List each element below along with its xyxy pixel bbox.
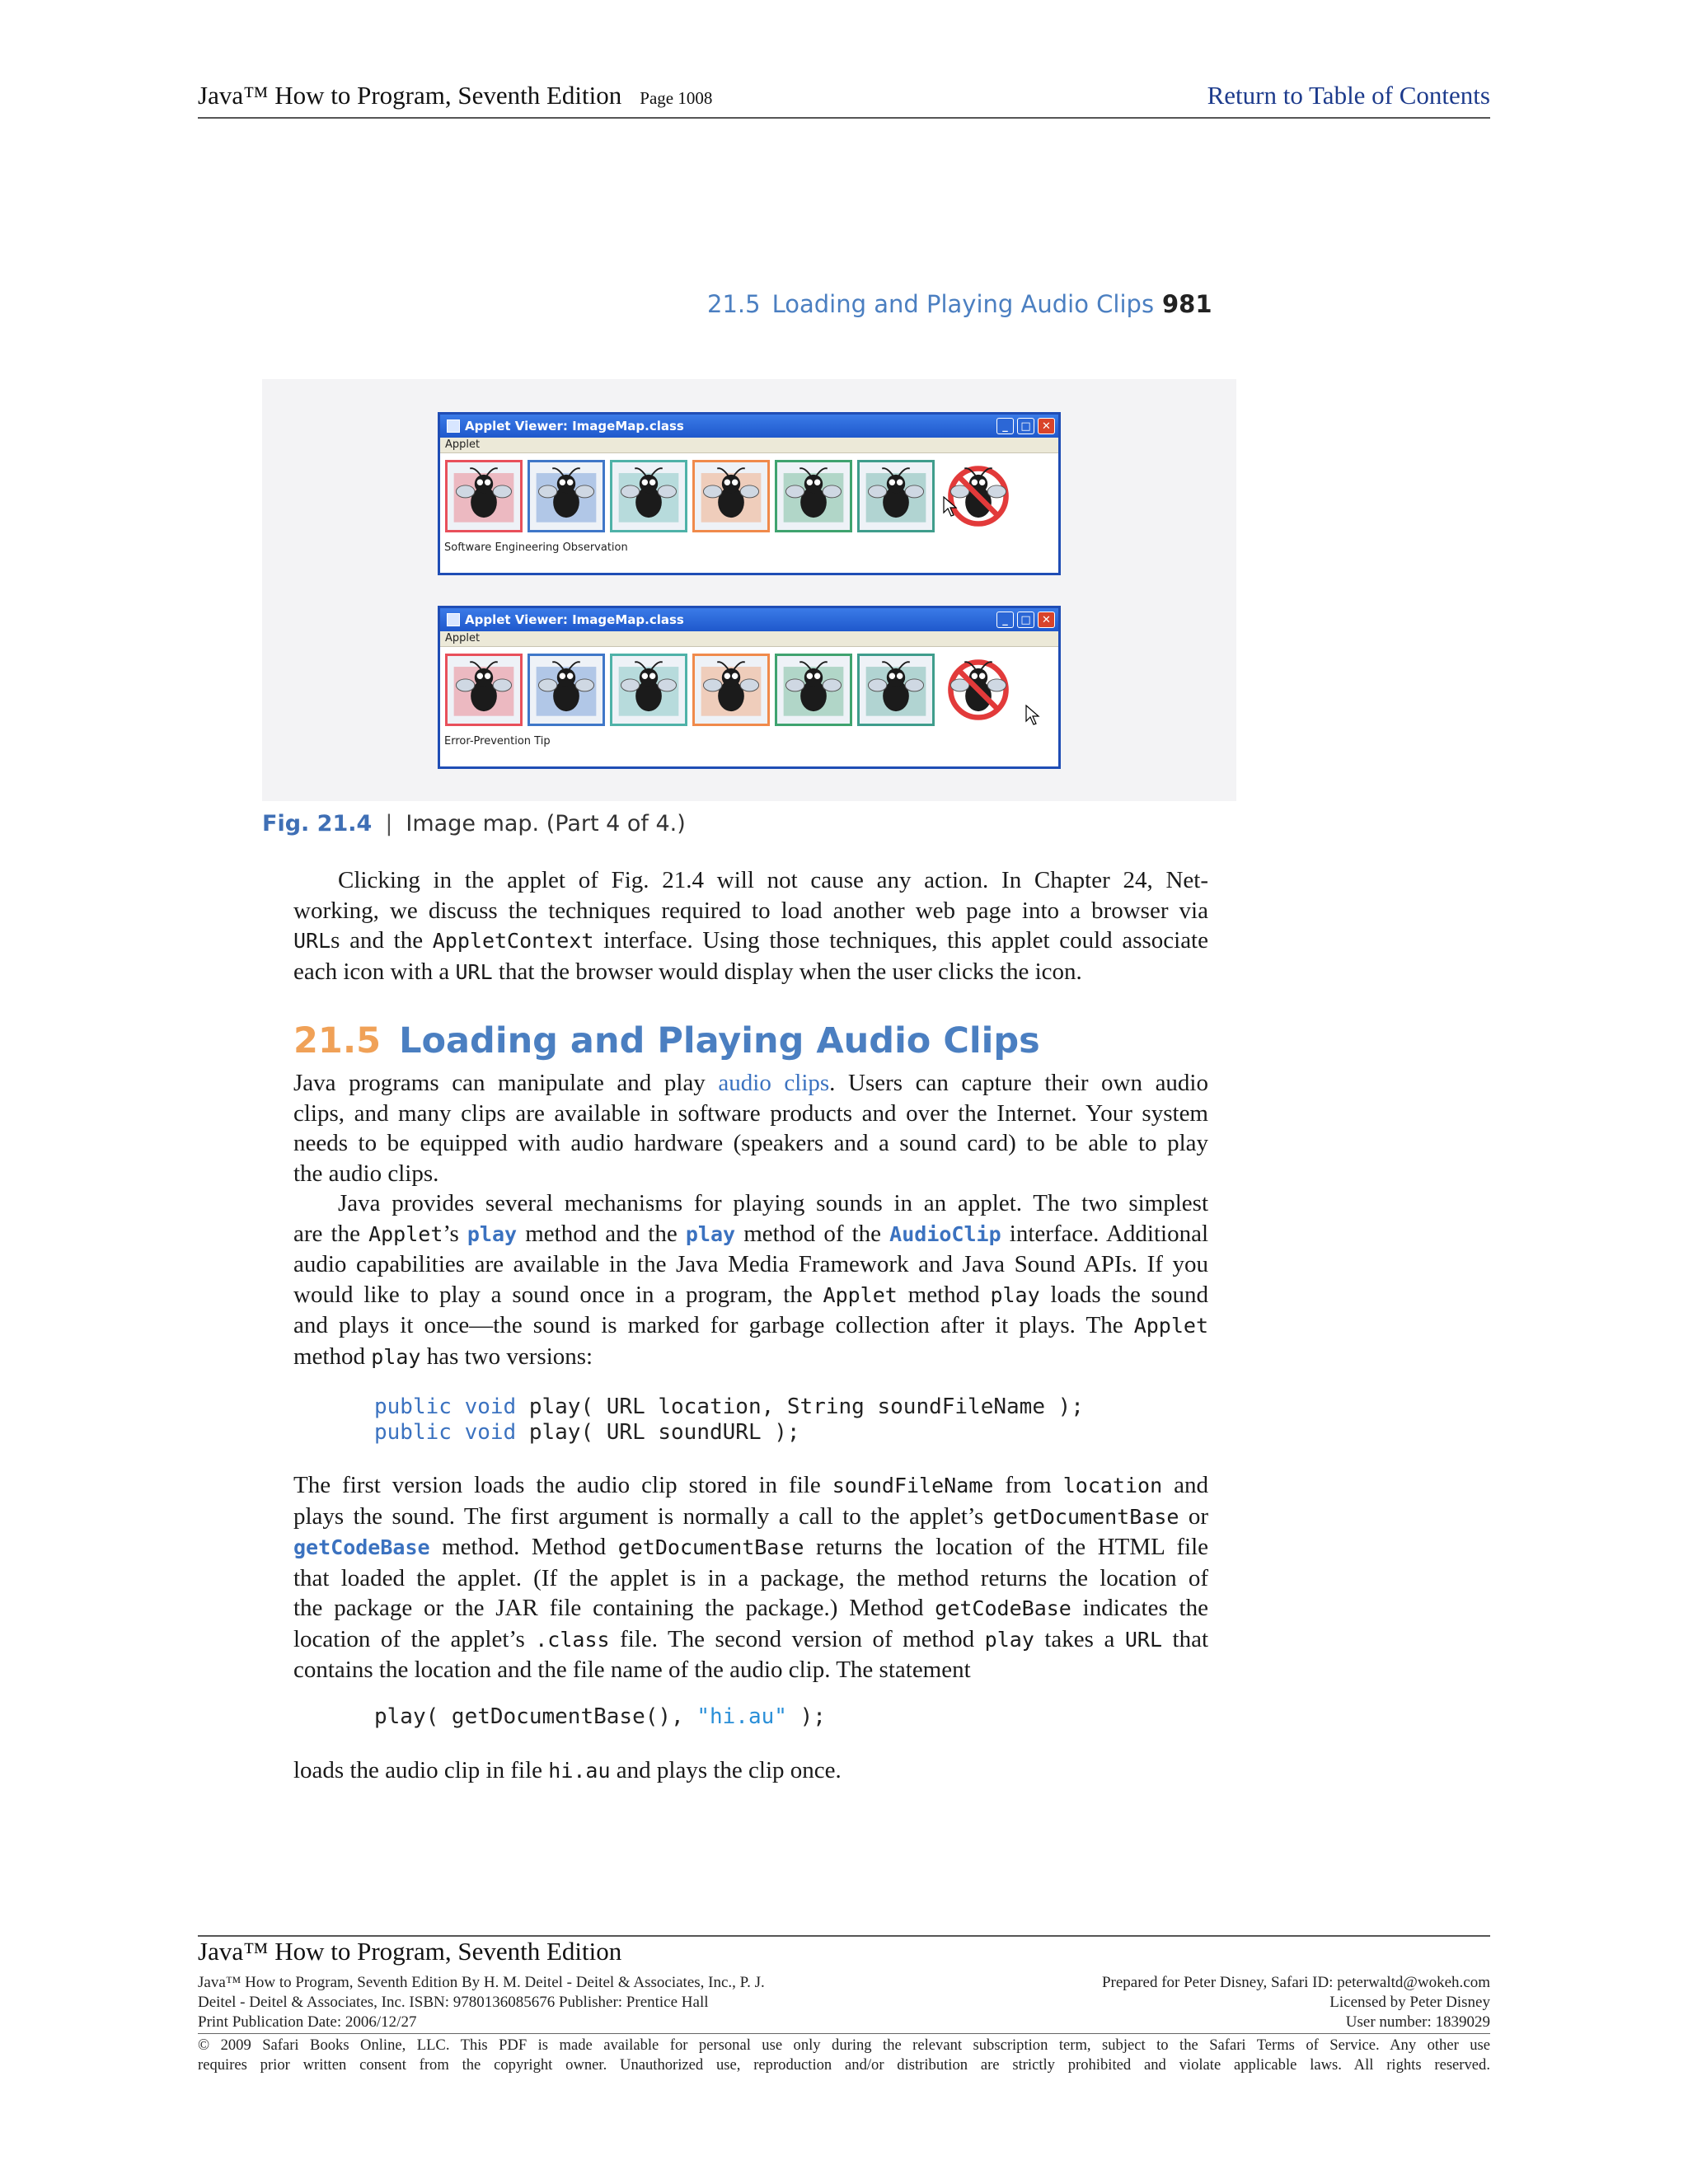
image-map[interactable] (440, 647, 1058, 733)
no-bug-icon[interactable] (940, 654, 1017, 726)
applet-window-1 (438, 412, 1061, 575)
page-label: Page 1008 (640, 88, 713, 108)
running-head (707, 290, 1202, 326)
section-title: Loading and Playing Audio Clips (399, 1020, 1040, 1062)
paragraph: Java programs can manipulate and play audio clips. Users can capture their own audio clips, and many clips are available in software products and over the Internet. Your system needs to be equipped with audio hardware (speakers and a sound card) to be able to play the audio clips. (293, 1070, 1208, 1187)
menu-bug-icon[interactable] (610, 460, 687, 532)
image-map[interactable] (440, 453, 1058, 539)
performance-bug-icon[interactable] (775, 654, 852, 726)
applet-menu[interactable]: Applet (440, 438, 1058, 453)
footer-license-info: Prepared for Peter Disney, Safari ID: peterwaltd@wokeh.com Licensed by Peter Disney User number: 1839029 (1101, 1974, 1490, 2031)
paragraph: The first version loads the audio clip stored in file soundFileName from location and plays the sound. The first argument is normally a call to the applet’s getDocumentBase or getCodeBase method. Method getDocumentBase returns the location of the HTML file that loaded the applet. (If the applet is in a package, the method returns the location of the package or the JAR file containing the package.) Method getCodeBase indicates the location of the applet’s .class file. The second version of method play takes a URL that contains the location and the file name of the audio clip. The statement (293, 1472, 1209, 1683)
applet-window-2 (438, 606, 1061, 769)
top-header (198, 76, 1490, 119)
maximize-icon[interactable]: □ (1017, 612, 1034, 628)
portability-bug-icon[interactable] (692, 460, 770, 532)
performance-bug-icon[interactable] (775, 460, 852, 532)
window-titlebar[interactable] (440, 608, 1058, 631)
status-bar: Software Engineering Observation (440, 539, 1058, 557)
app-icon (447, 419, 460, 433)
window-titlebar[interactable] (440, 415, 1058, 438)
caption-separator: | (385, 811, 393, 837)
minimize-icon[interactable]: _ (996, 418, 1014, 434)
thumbs-down-bug-icon[interactable] (445, 460, 523, 532)
footer-title: Java™ How to Program, Seventh Edition (198, 1937, 622, 1966)
thumbs-down-bug-icon[interactable] (445, 654, 523, 726)
figure (262, 379, 1236, 801)
caption-text: Image map. (Part 4 of 4.) (406, 811, 686, 837)
mouse-cursor-icon (943, 496, 958, 518)
paragraph: loads the audio clip in file hi.au and plays the clip once. (293, 1757, 842, 1783)
status-bar: Error-Prevention Tip (440, 733, 1058, 751)
figure-number: Fig. 21.4 (262, 811, 373, 837)
thumbs-up-bug-icon[interactable] (528, 654, 605, 726)
code-block: play( getDocumentBase(), "hi.au" ); (374, 1704, 826, 1729)
close-icon[interactable]: ✕ (1038, 612, 1055, 628)
footer-book-info: Java™ How to Program, Seventh Edition By H. M. Deitel - Deitel & Associates, Inc., P. J. Deitel - Deitel & Associates, Inc. ISBN: 9780136085676 Publisher: Prentice Hall Print Publication Date: 2006/12/27 (198, 1974, 765, 2031)
paragraph: Java provides several mechanisms for playing sounds in an applet. The two simplest are the Applet’s play method and the play method of the AudioClip interface. Additional audio capabilities are available in the Java Media Framework and Java Sound APIs. If you would like to play a sound once in a program, the Applet method play loads the sound and plays it once—the sound is marked for garbage collection after it plays. The Applet method play has two versions: (293, 1190, 1208, 1370)
close-icon[interactable]: ✕ (1038, 418, 1055, 434)
section-heading (293, 1020, 1040, 1062)
app-icon (447, 613, 460, 626)
minimize-icon[interactable]: _ (996, 612, 1014, 628)
portability-bug-icon[interactable] (692, 654, 770, 726)
section-number: 21.5 (293, 1020, 382, 1062)
running-head-section-num: 21.5 (707, 290, 761, 318)
window-title: Applet Viewer: ImageMap.class (465, 612, 684, 627)
look-and-feel-bug-icon[interactable] (857, 654, 935, 726)
figure-caption (262, 811, 686, 837)
mouse-cursor-icon (1025, 705, 1040, 726)
footer-copyright: © 2009 Safari Books Online, LLC. This PDF is made available for personal use only during the relevant subscription term, subject to the Safari Terms of Service. Any other use requires prior written consent from the copyright owner. Unauthorized use, reproduction and/or distribution are strictly prohibited and violate applicable laws. All rights reserved. (198, 2036, 1490, 2074)
book-title: Java™ How to Program, Seventh Edition Page 1008 (198, 81, 713, 110)
menu-bug-icon[interactable] (610, 654, 687, 726)
toc-link[interactable]: Return to Table of Contents (1207, 81, 1490, 110)
code-block: public void play( URL location, String soundFileName ); public void play( URL soundURL ); (374, 1394, 1084, 1445)
footer-rule-2 (198, 2033, 1490, 2034)
thumbs-up-bug-icon[interactable] (528, 460, 605, 532)
term-audio-clips: audio clips (718, 1070, 830, 1096)
window-title: Applet Viewer: ImageMap.class (465, 419, 684, 434)
applet-menu[interactable]: Applet (440, 631, 1058, 647)
look-and-feel-bug-icon[interactable] (857, 460, 935, 532)
paragraph: Clicking in the applet of Fig. 21.4 will not cause any action. In Chapter 24, Net- working, we discuss the techniques required to load another web page into a browser via URLs and the AppletContext interface. Using those techniques, this applet could associate each icon with a URL that the browser would display when the user clicks the icon. (293, 867, 1208, 985)
maximize-icon[interactable]: □ (1017, 418, 1034, 434)
page-number: 981 (1162, 290, 1212, 318)
running-head-title: Loading and Playing Audio Clips (771, 290, 1155, 318)
